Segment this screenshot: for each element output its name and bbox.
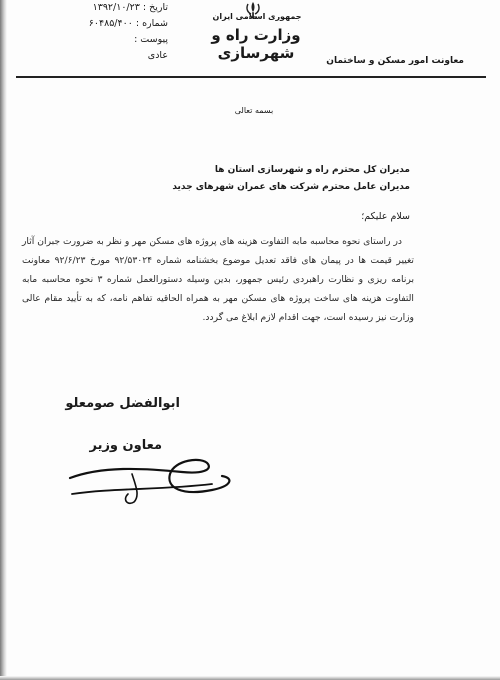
scan-shadow-left: [0, 0, 7, 680]
classification-row: [48, 48, 168, 64]
signer-name: ابوالفضل صومعلو: [65, 396, 180, 411]
addressee-line: مدیران عامل محترم شرکت های عمران شهرهای جدید: [172, 182, 410, 192]
number-label: شماره :: [135, 18, 168, 29]
body-paragraph: در راستای نحوه محاسبه مابه التفاوت هزینه های پروژه های مسکن مهر و نظر به ضرورت جبران آثار تغییر قیمت ها در پیمان های فاقد تعدیل موضوع بخشنامه شماره ۹۲/۵۳۰۲۴ مورخ ۹۲/۶/۲۳ معاونت برنامه ریزی و نظارت راهبردی رئیس جمهور، بدین وسیله دستورالعمل شماره ۳ نحوه محاسبه مابه التفاوت هزینه های ساخت پروژه های مسکن مهر به همراه الحاقیه تفاهم نامه، که به تأیید مقام عالی وزارت نیز رسیده است، جهت اقدام لازم ابلاغ می گردد.: [22, 236, 414, 323]
scan-shadow-bottom: [0, 676, 500, 680]
addressee-line: مدیران کل محترم راه و شهرسازی استان ها: [214, 165, 410, 175]
basmala: بسمه تعالی: [234, 106, 274, 115]
number-row: [48, 16, 168, 32]
number-value: ۶۰۴۸۵/۴۰۰: [88, 18, 133, 29]
attachment-row: [48, 32, 168, 48]
header-divider: [16, 76, 486, 78]
letter-body: [22, 232, 414, 327]
republic-title: جمهوری اسلامی ایران: [212, 12, 302, 21]
date-label: تاریخ :: [142, 2, 168, 13]
attachment-label: پیوست :: [134, 34, 168, 45]
ministry-title: وزارت راه و شهرسازی: [211, 26, 301, 62]
classification-value: عادی: [147, 50, 168, 61]
date-row: [48, 0, 168, 16]
salutation: سلام علیکم؛: [361, 211, 410, 222]
deputy-title: معاونت امور مسکن و ساختمان: [326, 56, 464, 66]
signer-title: معاون وزیر: [89, 438, 162, 453]
handwritten-signature: [62, 444, 262, 514]
date-value: ۱۳۹۲/۱۰/۲۳: [92, 2, 140, 13]
letter-metadata: [48, 0, 168, 64]
